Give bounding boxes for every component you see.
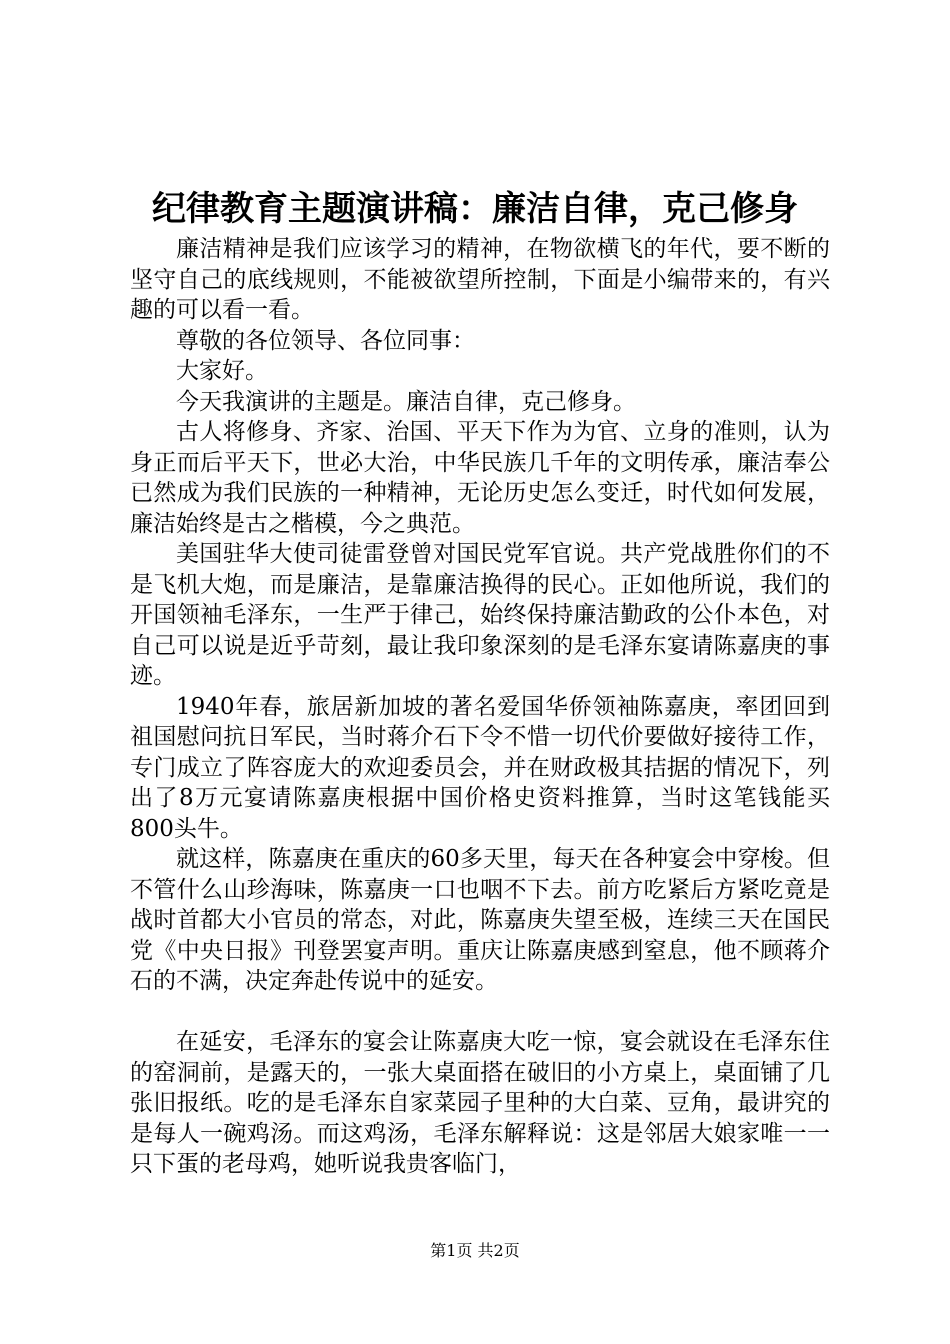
document-body [130, 234, 830, 1180]
topic-paragraph: 今天我演讲的主题是。廉洁自律，克己修身。 [176, 388, 636, 415]
document-title: 纪律教育主题演讲稿：廉洁自律，克己修身 [152, 189, 798, 229]
salutation-paragraph: 尊敬的各位领导、各位同事： [176, 327, 475, 354]
intro-paragraph: 廉洁精神是我们应该学习的精神，在物欲横飞的年代，要不断的坚守自己的底线规则，不能被欲望所控制，下面是小编带来的，有兴趣的可以看一看。 [130, 236, 830, 323]
body-paragraph: 古人将修身、齐家、治国、平天下作为为官、立身的准则，认为身正而后平天下，世必大治，中华民族几千年的文明传承，廉洁奉公已然成为我们民族的一种精神，无论历史怎么变迁，时代如何发展，廉洁始终是古之楷模，今之典范。 [130, 419, 830, 537]
greeting-paragraph: 大家好。 [176, 358, 268, 384]
body-paragraph: 在延安，毛泽东的宴会让陈嘉庚大吃一惊，宴会就设在毛泽东住的窑洞前，是露天的，一张大桌面搭在破旧的小方桌上，桌面铺了几张旧报纸。吃的是毛泽东自家菜园子里种的大白菜、豆角，最讲究的是每人一碗鸡汤。而这鸡汤，毛泽东解释说：这是邻居大娘家唯一一只下蛋的老母鸡，她听说我贵客临门， [130, 1029, 830, 1177]
page-footer: 第1页 共2页 [430, 1241, 520, 1260]
body-paragraph: 1940年春，旅居新加坡的著名爱国华侨领袖陈嘉庚，率团回到祖国慰问抗日军民，当时蒋介石下令不惜一切代价要做好接待工作，专门成立了阵容庞大的欢迎委员会，并在财政极其拮据的情况下，列出了8万元宴请陈嘉庚根据中国价格史资料推算，当时这笔钱能买800头牛。 [130, 693, 830, 842]
body-paragraph: 就这样，陈嘉庚在重庆的60多天里，每天在各种宴会中穿梭。但不管什么山珍海味，陈嘉庚一口也咽不下去。前方吃紧后方紧吃竟是战时首都大小官员的常态，对此，陈嘉庚失望至极，连续三天在国民党《中央日报》刊登罢宴声明。重庆让陈嘉庚感到窒息，他不顾蒋介石的不满，决定奔赴传说中的延安。 [130, 846, 830, 994]
body-paragraph: 美国驻华大使司徒雷登曾对国民党军官说。共产党战胜你们的不是飞机大炮，而是廉洁，是靠廉洁换得的民心。正如他所说，我们的开国领袖毛泽东，一生严于律己，始终保持廉洁勤政的公仆本色，对自己可以说是近乎苛刻，最让我印象深刻的是毛泽东宴请陈嘉庚的事迹。 [130, 541, 830, 689]
